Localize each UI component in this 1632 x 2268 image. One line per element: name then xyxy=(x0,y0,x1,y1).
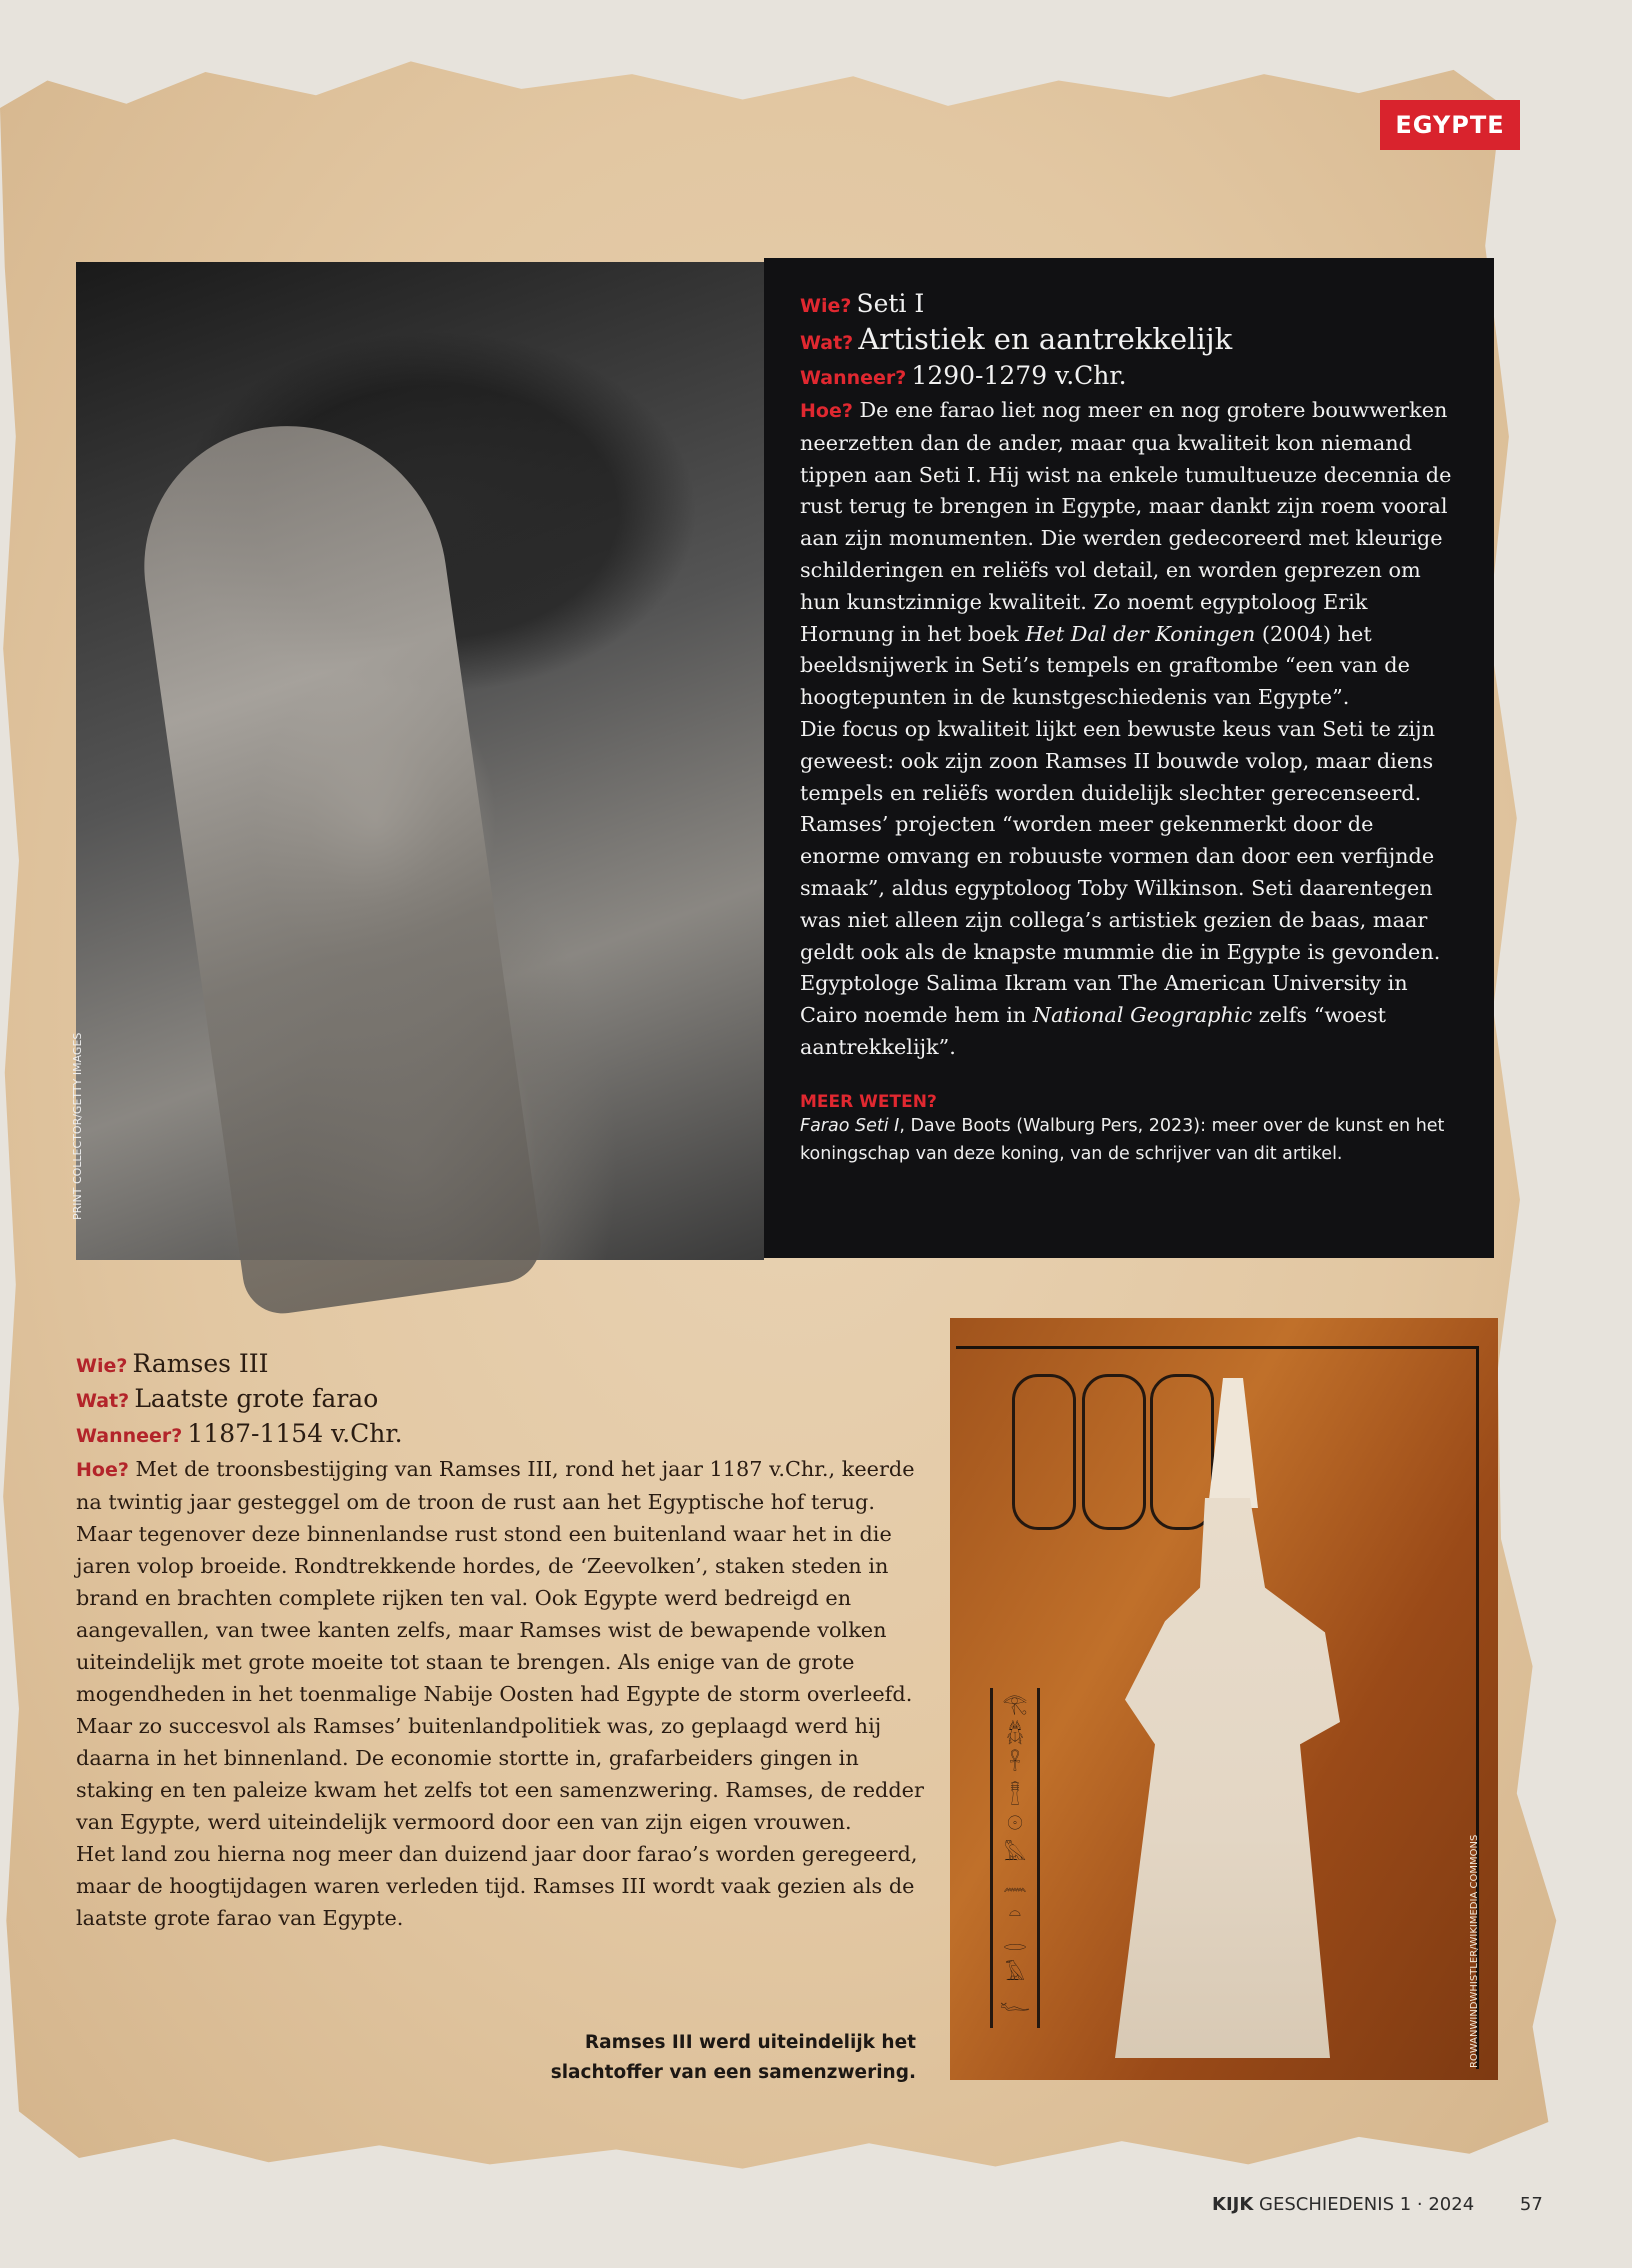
hoe-label: Hoe? xyxy=(76,1459,129,1481)
page-number: 57 xyxy=(1519,2194,1543,2215)
meer-weten-heading: MEER WETEN? xyxy=(800,1091,937,1112)
seti-wanneer xyxy=(800,360,1458,395)
ramses-paragraph-2: Maar zo succesvol als Ramses’ buitenlandpolitiek was, zo geplaagd werd hij daarna in het binnenland. De economie stortte in, grafarbeiders gingen in staking en ten paleize kwam het zelfs tot een samenzwering. Ramses, de redder van Egypte, werd uiteindelijk vermoord door een van zijn eigen vrouwen. xyxy=(76,1714,924,1834)
wat-label: Wat? xyxy=(800,332,854,354)
ramses-wie xyxy=(76,1348,936,1383)
meer-weten-text: Farao Seti I, Dave Boots (Walburg Pers, 2023): meer over de kunst en het koningschap van deze koning, van de schrijver van dit artikel. xyxy=(800,1115,1445,1164)
seti-mummy-photo: PRINT COLLECTOR/GETTY IMAGES xyxy=(76,262,764,1260)
wanneer-value: 1290-1279 v.Chr. xyxy=(911,361,1127,390)
ramses-wat xyxy=(76,1383,936,1418)
cartouche-icon xyxy=(1082,1374,1146,1530)
ramses-section xyxy=(76,1348,936,1934)
wie-label: Wie? xyxy=(76,1355,128,1377)
wie-value: Seti I xyxy=(856,289,925,318)
ramses-paragraph-3: Het land zou hierna nog meer dan duizend jaar door farao’s worden geregeerd, maar de hoogtijdagen waren verleden tijd. Ramses III wordt vaak gezien als de laatste grote farao van Egypte. xyxy=(76,1842,918,1930)
ramses-wanneer xyxy=(76,1418,936,1453)
page-footer xyxy=(1212,2194,1543,2215)
hoe-label: Hoe? xyxy=(800,400,853,422)
mummy-figure xyxy=(126,405,546,1318)
wanneer-value: 1187-1154 v.Chr. xyxy=(187,1419,403,1448)
meer-weten-box xyxy=(800,1092,1458,1168)
seti-paragraph-1: Hoe? De ene farao liet nog meer en nog grotere bouwwerken neerzetten dan de ander, maar qua kwaliteit kon niemand tippen aan Seti I. Hij wist na enkele tumultueuze decennia de rust terug te brengen in Egypte, maar dankt zijn roem vooral aan zijn monumenten. Die werden gedecoreerd met kleurige schilderingen en reliëfs vol detail, en worden geprezen om hun kunstzinnige kwaliteit. Zo noemt egyptoloog Erik Hornung in het boek Het Dal der Koningen (2004) het beeldsnijwerk in Seti’s tempels en graftombe “een van de hoogtepunten in de kunstgeschiedenis van Egypte”. xyxy=(800,398,1452,710)
wanneer-label: Wanneer? xyxy=(800,367,907,389)
photo-credit: ROWANWINDWHISTLER/WIKIMEDIA COMMONS xyxy=(1469,1834,1480,2068)
photo-caption: Ramses III werd uiteindelijk het slachtoffer van een samenzwering. xyxy=(550,2032,916,2083)
seti-panel xyxy=(764,258,1494,1258)
section-tag: EGYPTE xyxy=(1380,100,1520,150)
hieroglyph-column-icon: 𓂀 𓆣 𓋹 𓊽 𓇳 𓅓 𓈖 𓏏 𓂋 𓄿 𓆑 xyxy=(990,1688,1040,2028)
wanneer-label: Wanneer? xyxy=(76,1425,183,1447)
wat-value: Laatste grote farao xyxy=(134,1384,379,1413)
wie-value: Ramses III xyxy=(132,1349,269,1378)
publication-issue: GESCHIEDENIS 1 · 2024 xyxy=(1259,2194,1475,2215)
seti-wat xyxy=(800,323,1458,360)
cartouche-icon xyxy=(1012,1374,1076,1530)
wie-label: Wie? xyxy=(800,295,852,317)
seti-paragraph-2: Die focus op kwaliteit lijkt een bewuste keus van Seti te zijn geweest: ook zijn zoon Ramses II bouwde volop, maar diens tempels en reliëfs worden duidelijk slechter gerecenseerd. Ramses’ projecten “worden meer gekenmerkt door de enorme omvang en robuuste vormen dan door een verfijnde smaak”, aldus egyptoloog Toby Wilkinson. Seti daarentegen was niet alleen zijn collega’s artistiek gezien de baas, maar geldt ook als de knapste mummie die in Egypte is gevonden. Egyptologe Salima Ikram van The American University in Cairo noemde hem in National Geographic zelfs “woest aantrekkelijk”. xyxy=(800,716,1441,1059)
magazine-title: National Geographic xyxy=(1032,1003,1253,1028)
wat-label: Wat? xyxy=(76,1390,130,1412)
cartouche-icon xyxy=(1150,1374,1214,1530)
magazine-logo: KIJK xyxy=(1212,2194,1254,2215)
wat-value: Artistiek en aantrekkelijk xyxy=(858,322,1233,356)
ramses-papyrus-image xyxy=(950,1318,1498,2080)
seti-wie xyxy=(800,288,1458,323)
ramses-paragraph-1: Hoe? Met de troonsbestijging van Ramses III, rond het jaar 1187 v.Chr., keerde na twintig jaar gesteggel om de troon de rust aan het Egyptische hof terug. Maar tegenover deze binnenlandse rust stond een buitenland waar het in die jaren volop broeide. Rondtrekkende hordes, de ‘Zeevolken’, staken steden in brand en brachten complete rijken ten val. Ook Egypte werd bedreigd en aangevallen, van twee kanten zelfs, maar Ramses wist de bewapende volken uiteindelijk met grote moeite tot staan te brengen. Als enige van de grote mogendheden in het toenmalige Nabije Oosten had Egypte de storm overleefd. xyxy=(76,1457,915,1706)
book-title: Het Dal der Koningen xyxy=(1025,621,1256,646)
